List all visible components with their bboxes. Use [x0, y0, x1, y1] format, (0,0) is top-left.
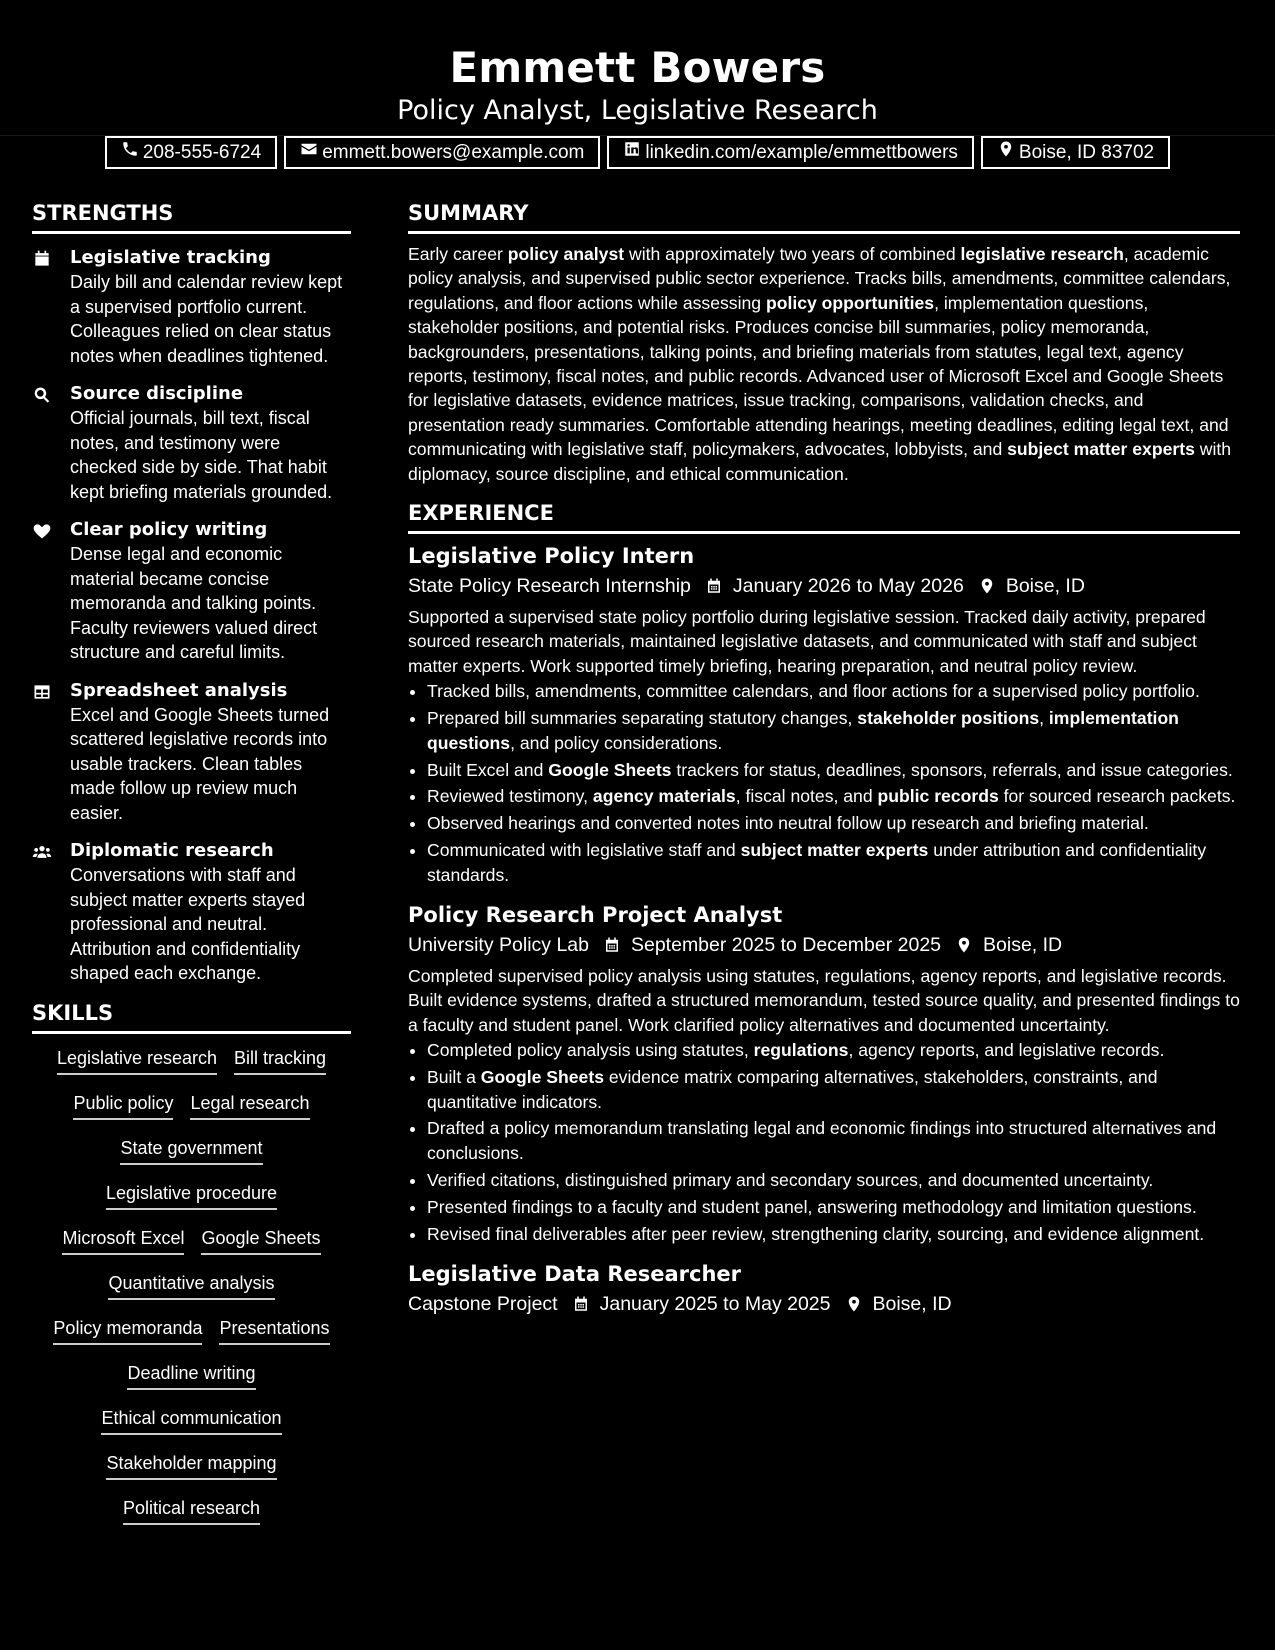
users-icon: [32, 839, 70, 986]
skill-tag: Bill tracking: [234, 1046, 326, 1075]
job-entry: [408, 1260, 1240, 1317]
location-pin-icon: [997, 140, 1015, 165]
strength-title: Spreadsheet analysis: [70, 679, 288, 701]
skill-tag: Google Sheets: [201, 1226, 320, 1255]
location-pin-icon: [978, 577, 996, 595]
phone-icon: [121, 140, 139, 165]
contact-phone[interactable]: [105, 136, 277, 169]
strengths-heading: STRENGTHS: [32, 200, 351, 234]
strength-desc: Conversations with staff and subject matter experts stayed professional and neutral. Attribution and confidentiality shaped each exchange.: [70, 865, 306, 983]
bullet-item: [427, 784, 1240, 808]
bullet-item: [427, 706, 1240, 755]
skill-tag: Public policy: [73, 1091, 173, 1120]
envelope-icon: [300, 140, 318, 165]
skill-row: [32, 1406, 351, 1451]
experience-list: [408, 542, 1240, 1317]
bold-keyword: legislative research: [960, 244, 1124, 264]
skill-row: [32, 1361, 351, 1406]
email-text: emmett.bowers@example.com: [322, 141, 585, 163]
strength-title: Clear policy writing: [70, 519, 268, 540]
text-segment: , academic policy analysis, and supervised public sector experience. Tracks bills, amendments, committee calendars, regulations, and floor actions while assessing: [408, 244, 1231, 313]
skill-row: [32, 1496, 351, 1541]
text-segment: Communicated with legislative staff and: [427, 840, 741, 861]
job-title: Legislative Policy Intern: [408, 544, 695, 569]
job-description: Completed supervised policy analysis using statutes, regulations, agency reports, and legislative records. Built evidence systems, drafted a structured memorandum, tested source quality, and presented findings to a faculty and student panel. Work clarified policy alternatives and documented uncertainty.: [408, 966, 1240, 1035]
job-entry: [408, 901, 1240, 1246]
job-title: Legislative Data Researcher: [408, 1262, 742, 1286]
skill-row: [32, 1181, 351, 1226]
text-segment: for sourced research packets.: [998, 786, 1236, 807]
text-segment: with approximately two years of combined: [624, 244, 961, 264]
bold-keyword: public records: [877, 786, 999, 807]
skill-row: [32, 1136, 351, 1181]
calendar-icon: [572, 1295, 590, 1313]
strength-item: [32, 518, 351, 665]
text-segment: Verified citations, distinguished primary and secondary sources, and documented uncertainty.: [427, 1169, 1154, 1190]
text-segment: Built a: [427, 1067, 481, 1088]
skill-tag: Legislative research: [57, 1046, 217, 1075]
text-segment: , implementation questions, stakeholder positions, and potential risks. Produces concise bill summaries, policy memoranda, backgrounders, presentations, talking points, and briefing materials from statutes, legal text, agency reports, testimony, fiscal notes, and public records. Advanced user of Microsoft Excel and Google Sheets for legislative datasets, evidence matrices, issue tracking, comparisons, validation checks, and presentation ready summaries. Comfortable attending hearings, meeting deadlines, editing legal text, and communicating with legislative staff, policymakers, advocates, lobbyists, and: [408, 292, 1229, 460]
job-org: University Policy Lab: [408, 934, 589, 957]
text-segment: Revised final deliverables after peer review, strengthening clarity, sourcing, and evidence alignment.: [427, 1223, 1205, 1244]
text-segment: evidence matrix comparing alternatives, stakeholders, constraints, and quantitative indicators.: [427, 1067, 1158, 1112]
text-segment: trackers for status, deadlines, sponsors, referrals, and issue categories.: [671, 759, 1233, 780]
text-segment: , and policy considerations.: [510, 732, 723, 753]
heart-icon: [32, 518, 70, 665]
text-segment: Tracked bills, amendments, committee calendars, and floor actions for a supervised policy portfolio.: [427, 681, 1200, 702]
bold-keyword: Google Sheets: [548, 759, 672, 780]
skill-row: [32, 1226, 351, 1271]
strength-title: Diplomatic research: [70, 840, 274, 861]
strength-desc: Excel and Google Sheets turned scattered legislative records into usable trackers. Clean tables made follow up review much easier.: [70, 704, 330, 823]
text-segment: Drafted a policy memorandum translating legal and economic findings into structured alternatives and conclusions.: [427, 1118, 1217, 1163]
contact-linkedin[interactable]: [607, 136, 974, 169]
skills-list: [32, 1046, 351, 1541]
strength-item: [32, 246, 351, 368]
candidate-title: Policy Analyst, Legislative Research: [397, 95, 878, 126]
skill-tag: Policy memoranda: [53, 1316, 202, 1345]
bold-keyword: policy analyst: [507, 244, 625, 264]
text-segment: Presented findings to a faculty and student panel, answering methodology and limitation questions.: [427, 1196, 1197, 1217]
job-org: State Policy Research Internship: [408, 575, 691, 598]
search-icon: [32, 382, 70, 504]
strength-desc: Daily bill and calendar review kept a supervised portfolio current. Colleagues relied on clear status notes when deadlines tightened.: [70, 272, 343, 366]
strength-title: Source discipline: [70, 383, 244, 404]
skill-tag: Ethical communication: [101, 1406, 281, 1435]
strength-item: [32, 679, 351, 826]
job-entry: [408, 542, 1240, 887]
calendar-icon: [705, 577, 723, 595]
job-dates: September 2025 to December 2025: [630, 934, 942, 957]
phone-text: 208-555-6724: [142, 141, 262, 163]
bold-keyword: subject matter experts: [740, 840, 929, 861]
text-segment: , agency reports, and legislative records.: [848, 1040, 1165, 1061]
bullet-item: [427, 1168, 1240, 1192]
contact-location[interactable]: [981, 136, 1170, 169]
experience-heading: EXPERIENCE: [408, 500, 1240, 534]
job-description: Supported a supervised state policy portfolio during legislative session. Tracked daily activity, prepared sourced research materials, maintained legislative datasets, and communicated with staff and subject matter experts. Work supported timely briefing, hearing preparation, and neutral policy review.: [408, 607, 1206, 676]
skill-row: [32, 1316, 351, 1361]
text-segment: under attribution and confidentiality standards.: [427, 840, 1207, 885]
text-segment: Reviewed testimony,: [427, 786, 593, 807]
strength-desc: Dense legal and economic material became concise memoranda and talking points. Faculty reviewers valued direct structure and careful limits.: [70, 544, 318, 662]
bold-keyword: regulations: [753, 1040, 849, 1061]
job-bullets: [408, 679, 1240, 887]
text-segment: Prepared bill summaries separating statutory changes,: [427, 708, 858, 729]
job-org: Capstone Project: [408, 1293, 558, 1315]
bold-keyword: agency materials: [592, 786, 736, 807]
skill-tag: Stakeholder mapping: [106, 1451, 276, 1480]
linkedin-text: linkedin.com/example/emmettbowers: [645, 141, 958, 163]
bold-keyword: Google Sheets: [480, 1067, 604, 1088]
job-dates: January 2025 to May 2025: [599, 1293, 831, 1315]
bold-keyword: implementation questions: [427, 708, 1179, 753]
skill-row: [32, 1091, 351, 1136]
summary-heading: SUMMARY: [408, 200, 1240, 234]
job-bullets: [408, 1038, 1240, 1246]
job-dates: January 2026 to May 2026: [732, 575, 964, 598]
skill-tag: Quantitative analysis: [108, 1271, 274, 1300]
skill-row: [32, 1271, 351, 1316]
text-segment: Built Excel and: [427, 759, 549, 780]
bullet-item: [427, 1116, 1240, 1165]
job-meta: [408, 1291, 1240, 1317]
bullet-item: [427, 679, 1240, 703]
linkedin-icon: [623, 140, 641, 165]
strength-item: [32, 382, 351, 504]
text-segment: , fiscal notes, and: [735, 786, 878, 807]
strength-item: [32, 839, 351, 986]
location-pin-icon: [845, 1295, 863, 1313]
bold-keyword: subject matter experts: [1007, 439, 1195, 460]
job-location: Boise, ID: [983, 934, 1063, 957]
bullet-item: [427, 838, 1240, 887]
calendar-icon: [32, 246, 70, 368]
job-meta: [408, 932, 1240, 958]
bullet-item: [427, 1222, 1240, 1246]
summary-text: [408, 242, 1240, 486]
text-segment: Observed hearings and converted notes into neutral follow up research and briefing material.: [427, 813, 1149, 834]
job-location: Boise, ID: [1005, 575, 1085, 598]
skill-tag: Legal research: [190, 1091, 309, 1120]
bullet-item: [427, 1065, 1240, 1114]
contact-bar: [0, 136, 1275, 169]
job-title: Policy Research Project Analyst: [408, 903, 783, 928]
candidate-name: Emmett Bowers: [449, 43, 826, 92]
contact-email[interactable]: [284, 136, 600, 169]
skill-tag: Political research: [123, 1496, 260, 1525]
right-column: [408, 200, 1240, 1317]
text-segment: Early career: [408, 244, 508, 264]
bold-keyword: stakeholder positions: [857, 708, 1040, 729]
skill-tag: State government: [120, 1136, 262, 1165]
left-column: [32, 200, 351, 1541]
text-segment: with diplomacy, source discipline, and ethical communication.: [408, 439, 1232, 484]
skill-tag: Legislative procedure: [106, 1181, 277, 1210]
skill-tag: Deadline writing: [127, 1361, 255, 1390]
job-location: Boise, ID: [872, 1293, 952, 1315]
bullet-item: [427, 1195, 1240, 1219]
bullet-item: [427, 1038, 1240, 1062]
bullet-item: [427, 811, 1240, 835]
job-meta: [408, 573, 1240, 599]
skill-row: [32, 1451, 351, 1496]
skills-heading: SKILLS: [32, 1000, 351, 1034]
strengths-list: [32, 246, 351, 986]
resume-header: [0, 0, 1275, 163]
skill-tag: Microsoft Excel: [62, 1226, 184, 1255]
strength-desc: Official journals, bill text, fiscal notes, and testimony were checked side by side. That habit kept briefing materials grounded.: [70, 408, 333, 502]
location-text: Boise, ID 83702: [1018, 141, 1155, 163]
bullet-item: [427, 758, 1240, 782]
text-segment: Completed policy analysis using statutes,: [427, 1040, 754, 1061]
text-segment: ,: [1039, 708, 1049, 729]
table-icon: [32, 679, 70, 826]
skill-row: [32, 1046, 351, 1091]
calendar-icon: [603, 936, 621, 954]
skill-tag: Presentations: [219, 1316, 329, 1345]
bold-keyword: policy opportunities: [765, 292, 935, 313]
location-pin-icon: [955, 936, 973, 954]
strength-title: Legislative tracking: [70, 247, 271, 268]
